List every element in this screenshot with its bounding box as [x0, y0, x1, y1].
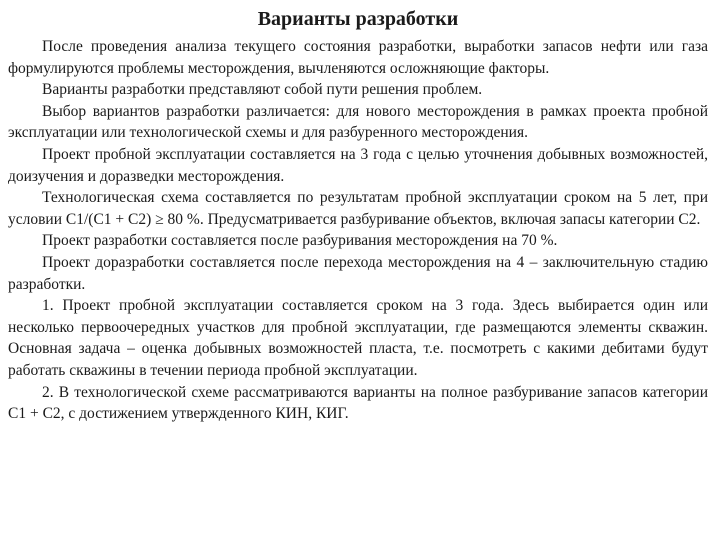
paragraph-trial-operation: Проект пробной эксплуатации составляется на 3 года с целью уточнения добывных возможностей, доизучения и доразведки месторождения.: [8, 145, 708, 185]
document-page: [8, 6, 708, 425]
paragraph-item-1: 1. Проект пробной эксплуатации составляется сроком на 3 года. Здесь выбирается один или несколько первоочередных участков для пробной эксплуатации, где размещаются элементы скважин. Основная задача – оценка добывных возможностей пласта, т.е. посмотреть с какими дебитами будут работать скважины в течении периода пробной эксплуатации.: [8, 297, 708, 379]
paragraph-analysis: После проведения анализа текущего состояния разработки, выработки запасов нефти или газа формулируются проблемы месторождения, вычленяются осложняющие факторы.: [8, 38, 708, 77]
paragraph-variant-choice: Выбор вариантов разработки различается: для нового месторождения в рамках проекта пробной эксплуатации или технологической схемы и для разбуренного месторождения.: [8, 102, 708, 142]
paragraph-item-2: 2. В технологической схеме рассматриваются варианты на полное разбуривание запасов категории С1 + С2, с достижением утвержденного КИН, КИГ.: [8, 383, 708, 423]
paragraph-technological-scheme: Технологическая схема составляется по результатам пробной эксплуатации сроком на 5 лет, при условии С1/(С1 + С2) ≥ 80 %. Предусматривается разбуривание объектов, включая запасы категории С2.: [8, 189, 708, 228]
paragraph-development-project: Проект разработки составляется после разбуривания месторождения на 70 %.: [42, 232, 558, 250]
document-title: Варианты разработки: [257, 8, 459, 30]
paragraph-additional-development: Проект доразработки составляется после перехода месторождения на 4 – заключительную стадию разработки.: [8, 253, 708, 293]
paragraph-variants-definition: Варианты разработки представляют собой пути решения проблем.: [42, 81, 483, 99]
